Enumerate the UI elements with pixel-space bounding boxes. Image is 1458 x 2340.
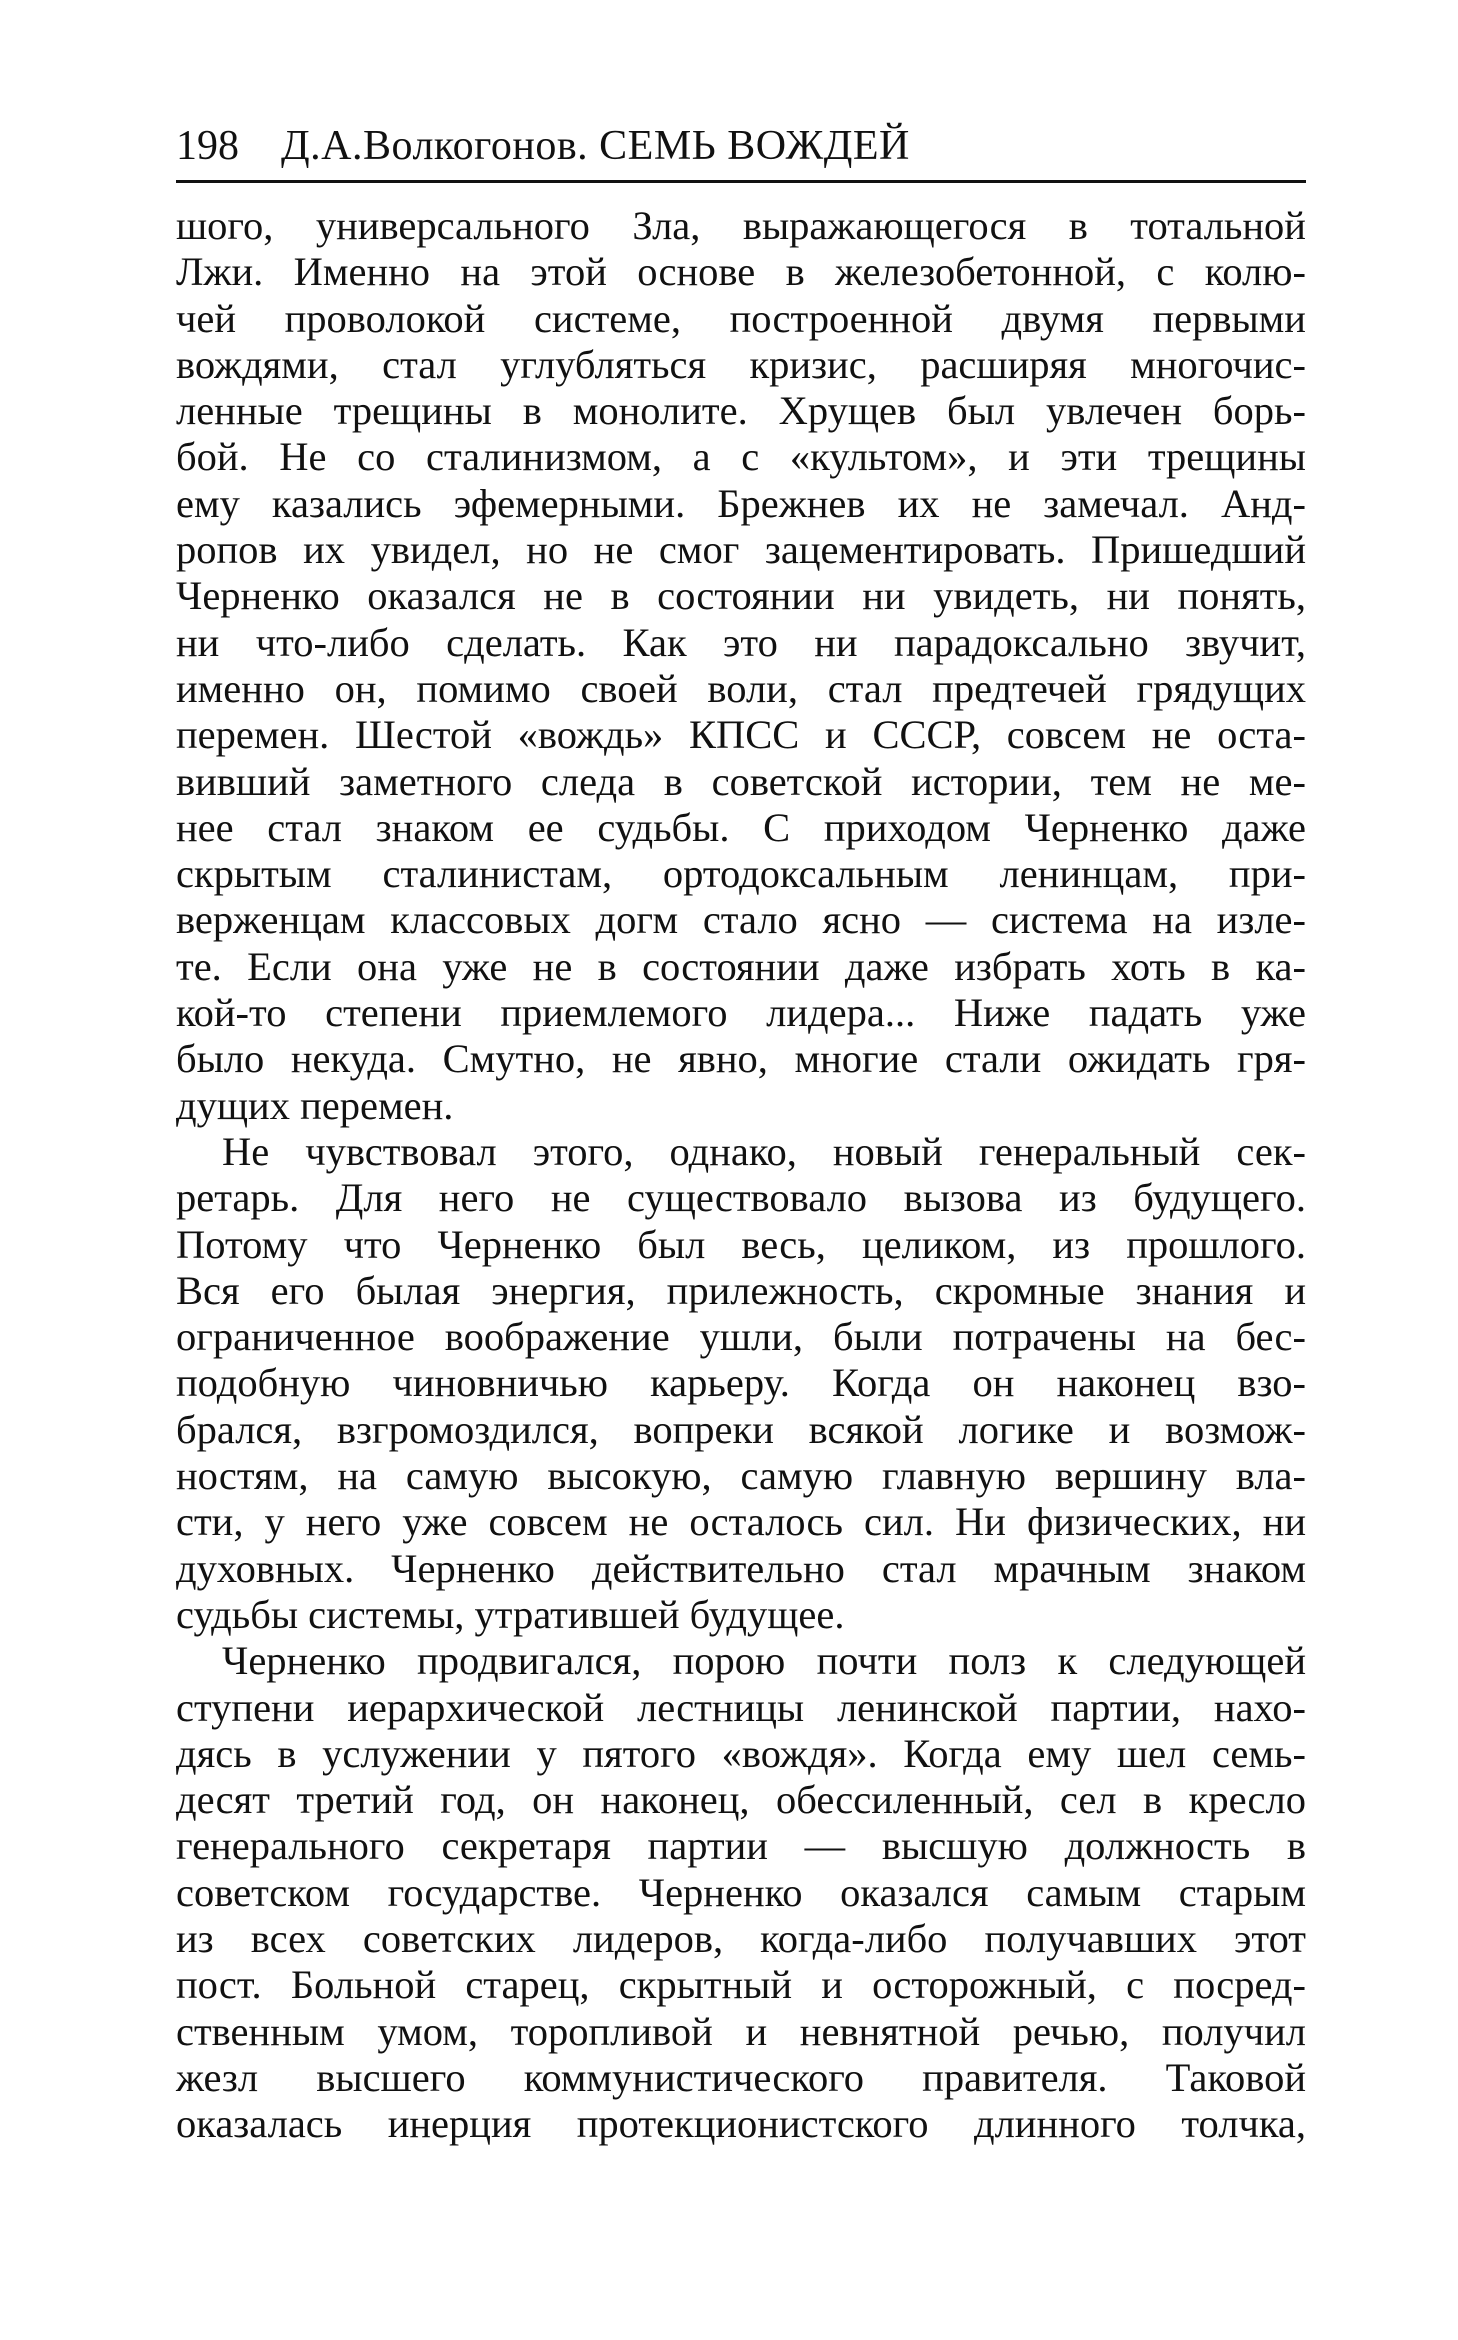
text-line: дущих перемен. bbox=[176, 1082, 454, 1128]
book-page bbox=[176, 116, 1306, 2147]
text-line: Вся его былая энергия, прилежность, скромные знания и bbox=[176, 1267, 1306, 1313]
text-line: скрытым сталинистам, ортодоксальным ленинцам, при- bbox=[176, 851, 1306, 897]
text-line: Не чувствовал этого, однако, новый генеральный сек- bbox=[222, 1128, 1306, 1174]
text-line: подобную чиновничью карьеру. Когда он наконец взо- bbox=[176, 1360, 1306, 1406]
text-line: нее стал знаком ее судьбы. С приходом Черненко даже bbox=[176, 804, 1306, 850]
text-line: ни что-либо сделать. Как это ни парадоксально звучит, bbox=[176, 619, 1306, 665]
text-line: генерального секретаря партии — высшую должность в bbox=[176, 1823, 1306, 1869]
text-line: Черненко продвигался, порою почти полз к следующей bbox=[222, 1638, 1306, 1684]
text-line: оказалась инерция протекционистского длинного толчка, bbox=[176, 2101, 1306, 2147]
text-line: Потому что Черненко был весь, целиком, из прошлого. bbox=[176, 1221, 1306, 1267]
text-line: бой. Не со сталинизмом, а с «культом», и эти трещины bbox=[176, 434, 1306, 480]
text-line: ственным умом, торопливой и невнятной речью, получил bbox=[176, 2008, 1306, 2054]
body-text bbox=[176, 203, 1306, 2147]
text-line: пост. Больной старец, скрытный и осторожный, с посред- bbox=[176, 1962, 1306, 2008]
text-line: ретарь. Для него не существовало вызова из будущего. bbox=[176, 1175, 1306, 1221]
text-line: ностям, на самую высокую, самую главную вершину вла- bbox=[176, 1453, 1306, 1499]
text-line: перемен. Шестой «вождь» КПСС и СССР, совсем не оста- bbox=[176, 712, 1306, 758]
text-line: судьбы системы, утратившей будущее. bbox=[176, 1591, 845, 1637]
running-title: Д.А.Волкогонов. СЕМЬ ВОЖДЕЙ bbox=[281, 123, 910, 169]
text-line: кой-то степени приемлемого лидера... Ниже падать уже bbox=[176, 990, 1306, 1036]
text-line: именно он, помимо своей воли, стал предтечей грядущих bbox=[176, 665, 1306, 711]
text-line: жезл высшего коммунистического правителя. Таковой bbox=[176, 2054, 1306, 2100]
text-line: из всех советских лидеров, когда-либо получавших этот bbox=[176, 1915, 1306, 1961]
text-line: вождями, стал углубляться кризис, расширяя многочис- bbox=[176, 341, 1306, 387]
text-line: ступени иерархической лестницы ленинской партии, нахо- bbox=[176, 1684, 1306, 1730]
text-line: чей проволокой системе, построенной двумя первыми bbox=[176, 295, 1306, 341]
text-line: вивший заметного следа в советской истории, тем не ме- bbox=[176, 758, 1306, 804]
text-line: советском государстве. Черненко оказался самым старым bbox=[176, 1869, 1306, 1915]
text-line: десят третий год, он наконец, обессиленный, сел в кресло bbox=[176, 1777, 1306, 1823]
page-number: 198 bbox=[176, 123, 239, 169]
text-line: духовных. Черненко действительно стал мрачным знаком bbox=[176, 1545, 1306, 1591]
text-line: сти, у него уже совсем не осталось сил. Ни физических, ни bbox=[176, 1499, 1306, 1545]
text-line: было некуда. Смутно, не явно, многие стали ожидать гря- bbox=[176, 1036, 1306, 1082]
text-line: ленные трещины в монолите. Хрущев был увлечен борь- bbox=[176, 388, 1306, 434]
text-line: те. Если она уже не в состоянии даже избрать хоть в ка- bbox=[176, 943, 1306, 989]
text-line: ропов их увидел, но не смог зацементировать. Пришедший bbox=[176, 527, 1306, 573]
text-line: Черненко оказался не в состоянии ни увидеть, ни понять, bbox=[176, 573, 1306, 619]
text-line: ему казались эфемерными. Брежнев их не замечал. Анд- bbox=[176, 480, 1306, 526]
text-line: дясь в услужении у пятого «вождя». Когда ему шел семь- bbox=[176, 1730, 1306, 1776]
text-line: Лжи. Именно на этой основе в железобетонной, с колю- bbox=[176, 249, 1306, 295]
text-line: шого, универсального Зла, выражающегося в тотальной bbox=[176, 203, 1306, 248]
text-line: ограниченное воображение ушли, были потрачены на бес- bbox=[176, 1314, 1306, 1360]
running-header bbox=[176, 116, 1306, 183]
text-line: брался, взгромоздился, вопреки всякой логике и возмож- bbox=[176, 1406, 1306, 1452]
text-line: верженцам классовых догм стало ясно — система на изле- bbox=[176, 897, 1306, 943]
